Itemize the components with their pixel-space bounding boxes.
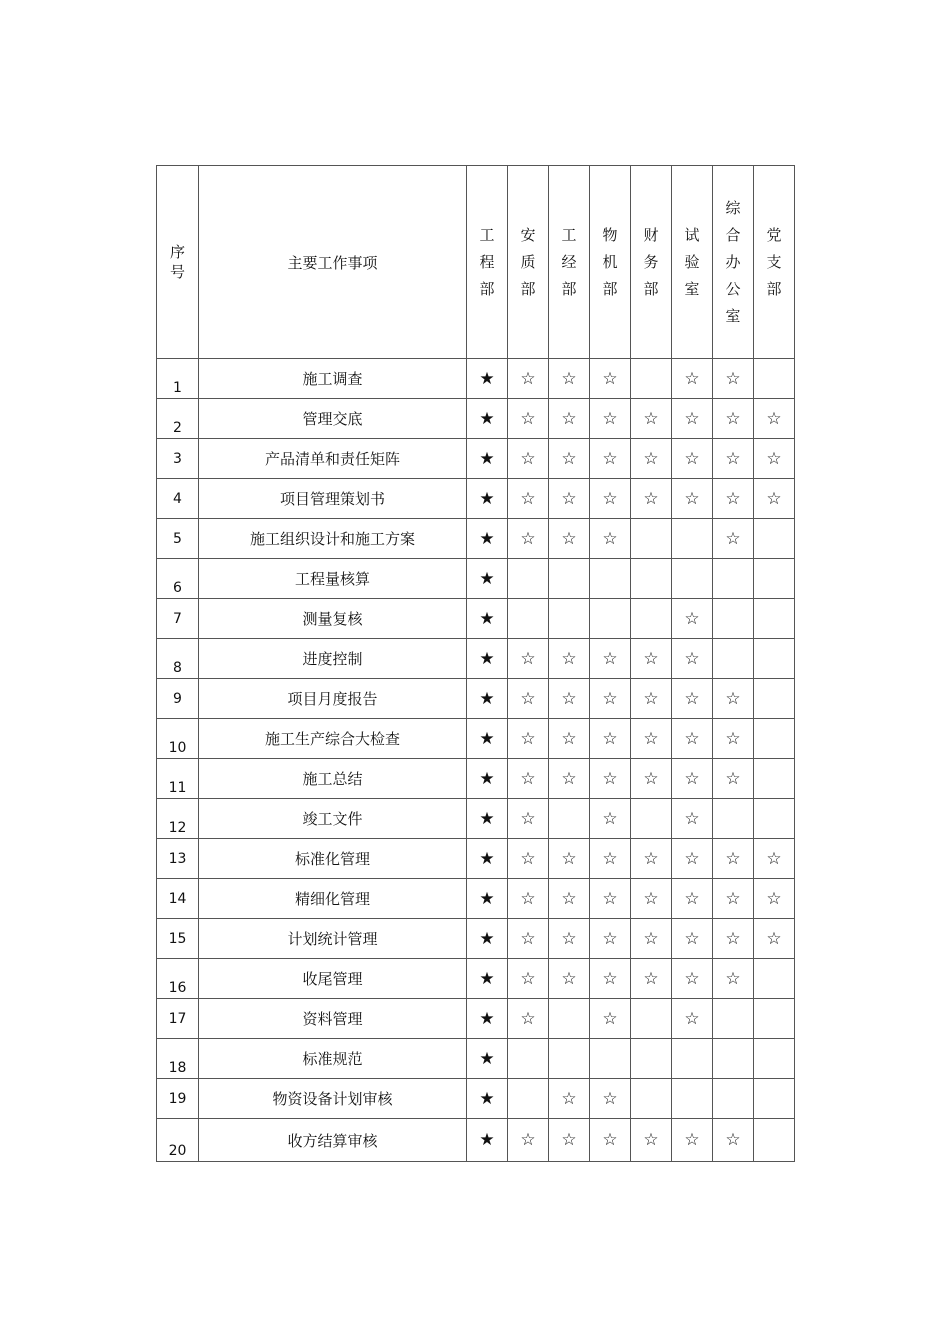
participate-star-icon: ☆ [549, 519, 590, 559]
table-row [157, 1039, 795, 1079]
task-name: 收尾管理 [199, 959, 467, 999]
participate-star-icon: ☆ [713, 959, 754, 999]
table-row [157, 1079, 795, 1119]
participate-star-icon: ☆ [508, 359, 549, 399]
participate-star-icon: ☆ [672, 959, 713, 999]
row-number: 16 [157, 959, 199, 999]
empty-cell [631, 359, 672, 399]
participate-star-icon: ☆ [672, 919, 713, 959]
participate-star-icon: ☆ [508, 999, 549, 1039]
table-row [157, 839, 795, 879]
empty-cell [508, 1079, 549, 1119]
task-name: 收方结算审核 [199, 1119, 467, 1162]
participate-star-icon: ☆ [631, 839, 672, 879]
participate-star-icon: ☆ [713, 759, 754, 799]
lead-star-icon: ★ [467, 359, 508, 399]
empty-cell [713, 799, 754, 839]
participate-star-icon: ☆ [713, 439, 754, 479]
empty-cell [754, 719, 795, 759]
header-dept-laboratory: 试验室 [672, 166, 713, 359]
participate-star-icon: ☆ [672, 839, 713, 879]
participate-star-icon: ☆ [590, 1079, 631, 1119]
participate-star-icon: ☆ [508, 679, 549, 719]
participate-star-icon: ☆ [549, 719, 590, 759]
empty-cell [549, 599, 590, 639]
empty-cell [508, 599, 549, 639]
participate-star-icon: ☆ [713, 399, 754, 439]
lead-star-icon: ★ [467, 679, 508, 719]
row-number: 9 [157, 679, 199, 719]
participate-star-icon: ☆ [508, 1119, 549, 1162]
participate-star-icon: ☆ [754, 399, 795, 439]
row-number: 6 [157, 559, 199, 599]
task-name: 施工生产综合大检查 [199, 719, 467, 759]
empty-cell [631, 999, 672, 1039]
empty-cell [631, 1039, 672, 1079]
row-number: 4 [157, 479, 199, 519]
task-name: 精细化管理 [199, 879, 467, 919]
header-row [157, 166, 795, 359]
empty-cell [590, 1039, 631, 1079]
participate-star-icon: ☆ [631, 919, 672, 959]
task-name: 计划统计管理 [199, 919, 467, 959]
lead-star-icon: ★ [467, 759, 508, 799]
participate-star-icon: ☆ [549, 919, 590, 959]
header-dept-engineering: 工程部 [467, 166, 508, 359]
row-number: 2 [157, 399, 199, 439]
task-name: 项目管理策划书 [199, 479, 467, 519]
participate-star-icon: ☆ [672, 439, 713, 479]
empty-cell [672, 559, 713, 599]
participate-star-icon: ☆ [672, 679, 713, 719]
participate-star-icon: ☆ [754, 439, 795, 479]
participate-star-icon: ☆ [590, 399, 631, 439]
participate-star-icon: ☆ [549, 759, 590, 799]
participate-star-icon: ☆ [549, 439, 590, 479]
participate-star-icon: ☆ [549, 1079, 590, 1119]
empty-cell [590, 599, 631, 639]
lead-star-icon: ★ [467, 1079, 508, 1119]
participate-star-icon: ☆ [590, 679, 631, 719]
lead-star-icon: ★ [467, 719, 508, 759]
empty-cell [713, 1039, 754, 1079]
table-row [157, 639, 795, 679]
participate-star-icon: ☆ [713, 719, 754, 759]
table-row [157, 359, 795, 399]
participate-star-icon: ☆ [713, 519, 754, 559]
header-dept-finance: 财务部 [631, 166, 672, 359]
participate-star-icon: ☆ [508, 719, 549, 759]
participate-star-icon: ☆ [631, 479, 672, 519]
empty-cell [754, 1039, 795, 1079]
participate-star-icon: ☆ [631, 719, 672, 759]
table-row [157, 679, 795, 719]
task-name: 物资设备计划审核 [199, 1079, 467, 1119]
empty-cell [713, 599, 754, 639]
empty-cell [672, 519, 713, 559]
lead-star-icon: ★ [467, 879, 508, 919]
participate-star-icon: ☆ [590, 799, 631, 839]
table-row [157, 479, 795, 519]
empty-cell [549, 1039, 590, 1079]
participate-star-icon: ☆ [672, 599, 713, 639]
row-number: 7 [157, 599, 199, 639]
row-number: 13 [157, 839, 199, 879]
participate-star-icon: ☆ [631, 1119, 672, 1162]
participate-star-icon: ☆ [590, 839, 631, 879]
participate-star-icon: ☆ [549, 639, 590, 679]
task-name: 产品清单和责任矩阵 [199, 439, 467, 479]
table-row [157, 599, 795, 639]
empty-cell [754, 1119, 795, 1162]
table-row [157, 399, 795, 439]
participate-star-icon: ☆ [631, 399, 672, 439]
participate-star-icon: ☆ [508, 759, 549, 799]
table-row [157, 719, 795, 759]
table-row [157, 1119, 795, 1162]
responsibility-matrix-table [156, 165, 795, 1162]
header-dept-economics: 工经部 [549, 166, 590, 359]
participate-star-icon: ☆ [590, 879, 631, 919]
participate-star-icon: ☆ [590, 479, 631, 519]
task-name: 测量复核 [199, 599, 467, 639]
participate-star-icon: ☆ [631, 679, 672, 719]
participate-star-icon: ☆ [713, 839, 754, 879]
empty-cell [631, 1079, 672, 1119]
empty-cell [754, 359, 795, 399]
task-name: 项目月度报告 [199, 679, 467, 719]
row-number: 15 [157, 919, 199, 959]
participate-star-icon: ☆ [549, 479, 590, 519]
participate-star-icon: ☆ [590, 999, 631, 1039]
participate-star-icon: ☆ [590, 759, 631, 799]
header-dept-general-office: 综合办公室 [713, 166, 754, 359]
table-row [157, 919, 795, 959]
task-name: 标准规范 [199, 1039, 467, 1079]
lead-star-icon: ★ [467, 439, 508, 479]
participate-star-icon: ☆ [590, 959, 631, 999]
lead-star-icon: ★ [467, 559, 508, 599]
row-number: 3 [157, 439, 199, 479]
task-name: 进度控制 [199, 639, 467, 679]
table-row [157, 879, 795, 919]
empty-cell [672, 1039, 713, 1079]
empty-cell [754, 999, 795, 1039]
participate-star-icon: ☆ [631, 879, 672, 919]
participate-star-icon: ☆ [672, 879, 713, 919]
participate-star-icon: ☆ [508, 919, 549, 959]
participate-star-icon: ☆ [754, 479, 795, 519]
task-name: 施工组织设计和施工方案 [199, 519, 467, 559]
table-row [157, 799, 795, 839]
participate-star-icon: ☆ [549, 679, 590, 719]
participate-star-icon: ☆ [754, 839, 795, 879]
empty-cell [590, 559, 631, 599]
table-row [157, 959, 795, 999]
lead-star-icon: ★ [467, 839, 508, 879]
header-dept-party-branch: 党支部 [754, 166, 795, 359]
row-number: 17 [157, 999, 199, 1039]
participate-star-icon: ☆ [549, 959, 590, 999]
empty-cell [713, 1079, 754, 1119]
participate-star-icon: ☆ [713, 679, 754, 719]
participate-star-icon: ☆ [631, 639, 672, 679]
table-row [157, 759, 795, 799]
empty-cell [754, 679, 795, 719]
table-row [157, 999, 795, 1039]
participate-star-icon: ☆ [672, 719, 713, 759]
task-name: 资料管理 [199, 999, 467, 1039]
participate-star-icon: ☆ [590, 359, 631, 399]
empty-cell [508, 1039, 549, 1079]
header-seq: 序号 [157, 166, 199, 359]
row-number: 20 [157, 1119, 199, 1162]
participate-star-icon: ☆ [590, 519, 631, 559]
empty-cell [754, 559, 795, 599]
row-number: 18 [157, 1039, 199, 1079]
empty-cell [631, 599, 672, 639]
participate-star-icon: ☆ [672, 479, 713, 519]
task-name: 标准化管理 [199, 839, 467, 879]
empty-cell [631, 799, 672, 839]
lead-star-icon: ★ [467, 1039, 508, 1079]
participate-star-icon: ☆ [590, 919, 631, 959]
empty-cell [631, 559, 672, 599]
participate-star-icon: ☆ [508, 519, 549, 559]
participate-star-icon: ☆ [508, 479, 549, 519]
row-number: 14 [157, 879, 199, 919]
empty-cell [754, 639, 795, 679]
row-number: 11 [157, 759, 199, 799]
lead-star-icon: ★ [467, 639, 508, 679]
lead-star-icon: ★ [467, 999, 508, 1039]
participate-star-icon: ☆ [713, 479, 754, 519]
participate-star-icon: ☆ [508, 959, 549, 999]
empty-cell [713, 999, 754, 1039]
participate-star-icon: ☆ [508, 879, 549, 919]
participate-star-icon: ☆ [549, 879, 590, 919]
empty-cell [508, 559, 549, 599]
row-number: 1 [157, 359, 199, 399]
table-row [157, 519, 795, 559]
participate-star-icon: ☆ [672, 759, 713, 799]
task-name: 施工总结 [199, 759, 467, 799]
row-number: 8 [157, 639, 199, 679]
lead-star-icon: ★ [467, 959, 508, 999]
header-dept-materials-machinery: 物机部 [590, 166, 631, 359]
participate-star-icon: ☆ [713, 919, 754, 959]
empty-cell [754, 599, 795, 639]
empty-cell [549, 799, 590, 839]
lead-star-icon: ★ [467, 599, 508, 639]
lead-star-icon: ★ [467, 799, 508, 839]
empty-cell [631, 519, 672, 559]
participate-star-icon: ☆ [713, 879, 754, 919]
participate-star-icon: ☆ [754, 919, 795, 959]
participate-star-icon: ☆ [590, 1119, 631, 1162]
participate-star-icon: ☆ [672, 1119, 713, 1162]
participate-star-icon: ☆ [508, 439, 549, 479]
participate-star-icon: ☆ [713, 359, 754, 399]
participate-star-icon: ☆ [672, 639, 713, 679]
participate-star-icon: ☆ [631, 439, 672, 479]
matrix-body [157, 359, 795, 1162]
participate-star-icon: ☆ [672, 399, 713, 439]
participate-star-icon: ☆ [713, 1119, 754, 1162]
empty-cell [713, 639, 754, 679]
lead-star-icon: ★ [467, 1119, 508, 1162]
participate-star-icon: ☆ [590, 639, 631, 679]
table-row [157, 439, 795, 479]
participate-star-icon: ☆ [754, 879, 795, 919]
participate-star-icon: ☆ [549, 1119, 590, 1162]
task-name: 竣工文件 [199, 799, 467, 839]
lead-star-icon: ★ [467, 519, 508, 559]
empty-cell [754, 759, 795, 799]
table-row [157, 559, 795, 599]
empty-cell [549, 559, 590, 599]
lead-star-icon: ★ [467, 919, 508, 959]
participate-star-icon: ☆ [631, 759, 672, 799]
empty-cell [549, 999, 590, 1039]
participate-star-icon: ☆ [672, 799, 713, 839]
task-name: 工程量核算 [199, 559, 467, 599]
row-number: 19 [157, 1079, 199, 1119]
participate-star-icon: ☆ [590, 439, 631, 479]
row-number: 12 [157, 799, 199, 839]
empty-cell [754, 959, 795, 999]
participate-star-icon: ☆ [549, 839, 590, 879]
empty-cell [754, 1079, 795, 1119]
participate-star-icon: ☆ [672, 999, 713, 1039]
participate-star-icon: ☆ [508, 799, 549, 839]
participate-star-icon: ☆ [508, 639, 549, 679]
participate-star-icon: ☆ [508, 839, 549, 879]
task-name: 管理交底 [199, 399, 467, 439]
participate-star-icon: ☆ [549, 359, 590, 399]
empty-cell [713, 559, 754, 599]
empty-cell [672, 1079, 713, 1119]
participate-star-icon: ☆ [672, 359, 713, 399]
lead-star-icon: ★ [467, 399, 508, 439]
task-name: 施工调查 [199, 359, 467, 399]
empty-cell [754, 799, 795, 839]
empty-cell [754, 519, 795, 559]
row-number: 5 [157, 519, 199, 559]
participate-star-icon: ☆ [590, 719, 631, 759]
participate-star-icon: ☆ [631, 959, 672, 999]
lead-star-icon: ★ [467, 479, 508, 519]
header-task: 主要工作事项 [199, 166, 467, 359]
row-number: 10 [157, 719, 199, 759]
participate-star-icon: ☆ [508, 399, 549, 439]
header-dept-safety-quality: 安质部 [508, 166, 549, 359]
participate-star-icon: ☆ [549, 399, 590, 439]
